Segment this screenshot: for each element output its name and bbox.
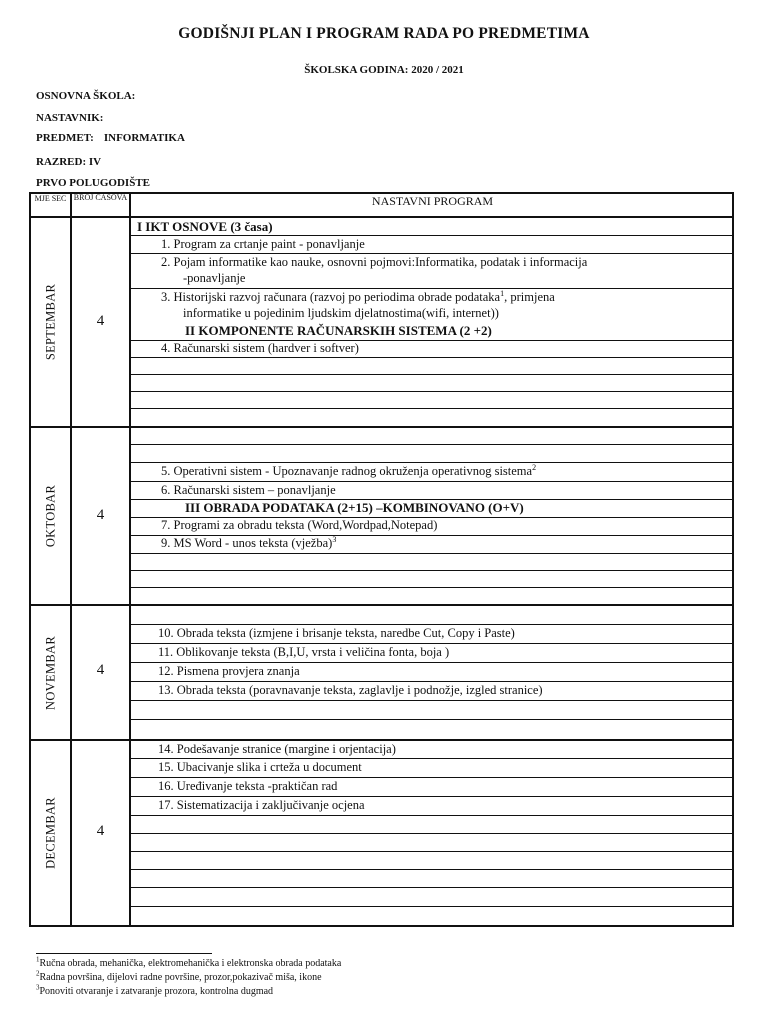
month-september: SEPTEMBAR xyxy=(43,283,57,361)
document-title: GODIŠNJI PLAN I PROGRAM RADA PO PREDMETIMA xyxy=(178,25,590,42)
subject-value: INFORMATIKA xyxy=(103,132,185,144)
section-heading-ikt: I IKT OSNOVE (3 časa) xyxy=(137,219,273,234)
list-item: 13. Obrada teksta (poravnavanje teksta, zaglavlje i podnožje, izgled stranice) xyxy=(158,683,543,697)
list-item: 4. Računarski sistem (hardver i softver) xyxy=(161,341,359,355)
month-december: DECEMBAR xyxy=(43,797,57,869)
footnote-2: $^2$Radna površina, dijelovi radne površine, prozor,pokazivač miša, ikone xyxy=(36,969,322,983)
list-item: 9. MS Word - unos teksta (vježba)$^3$ xyxy=(161,534,337,550)
school-year: ŠKOLSKA GODINA: 2020 / 2021 xyxy=(304,64,464,76)
footnote-ref: 1 xyxy=(500,288,505,298)
hours-november: 4 xyxy=(96,662,105,678)
list-item: 5. Operativni sistem - Upoznavanje radnog okruženja operativnog sistema$^2$ xyxy=(161,462,537,478)
column-header-program: NASTAVNI PROGRAM xyxy=(371,194,494,208)
column-header-month: MJE SEC xyxy=(34,194,67,203)
list-item: 1. Program za crtanje paint - ponavljanje xyxy=(161,237,365,251)
hours-september: 4 xyxy=(96,313,105,329)
list-item: 7. Programi za obradu teksta (Word,Wordpad,Notepad) xyxy=(161,518,438,532)
subject-field xyxy=(36,132,185,144)
footnote-separator xyxy=(36,953,212,954)
semester-label: PRVO POLUGODIŠTE xyxy=(36,177,150,189)
month-november: NOVEMBAR xyxy=(43,635,57,710)
footnote-ref: 3 xyxy=(332,534,337,544)
list-item: 14. Podešavanje stranice (margine i orjentacija) xyxy=(158,742,396,756)
subject-label: PREDMET: xyxy=(36,132,94,144)
teacher-label: NASTAVNIK: xyxy=(36,112,104,124)
list-item: 2. Pojam informatike kao nauke, osnovni pojmovi:Informatika, podatak i informacija xyxy=(161,255,588,269)
footnote-ref: 2 xyxy=(532,462,537,472)
footnote-3: $^3$Ponoviti otvaranje i zatvaranje prozora, kontrolna dugmad xyxy=(36,983,274,997)
list-item: 15. Ubacivanje slika i crteža u document xyxy=(158,760,362,774)
school-label: OSNOVNA ŠKOLA: xyxy=(36,90,136,102)
section-heading-komponente: II KOMPONENTE RAČUNARSKIH SISTEMA (2 +2) xyxy=(185,323,492,338)
grade-label: RAZRED: IV xyxy=(36,156,102,168)
section-heading-obrada: III OBRADA PODATAKA (2+15) –KOMBINOVANO (O+V) xyxy=(185,500,524,515)
hours-december: 4 xyxy=(96,823,105,839)
list-item: 16. Uređivanje teksta -praktičan rad xyxy=(158,779,338,793)
footnote-1: $^1$Ručna obrada, mehanička, elektromehanička i elektronska obrada podataka xyxy=(36,955,342,969)
column-header-hours: BROJ ČASOVA xyxy=(73,193,128,202)
list-item: 6. Računarski sistem – ponavljanje xyxy=(161,483,336,497)
hours-october: 4 xyxy=(96,507,105,523)
list-item-continuation: informatike u pojedinim ljudskim djelatnostima(wifi, internet)) xyxy=(183,306,499,320)
list-item: 3. Historijski razvoj računara (razvoj po periodima obrade podataka$^1$, primjena xyxy=(161,288,555,304)
list-item-continuation: -ponavljanje xyxy=(183,271,246,285)
list-item: 11. Oblikovanje teksta (B,I,U, vrsta i veličina fonta, boja ) xyxy=(158,645,450,659)
month-october: OKTOBAR xyxy=(43,484,57,548)
list-item: 17. Sistematizacija i zaključivanje ocjena xyxy=(158,798,365,812)
list-item: 10. Obrada teksta (izmjene i brisanje teksta, naredbe Cut, Copy i Paste) xyxy=(158,626,515,640)
list-item: 12. Pismena provjera znanja xyxy=(158,664,300,678)
